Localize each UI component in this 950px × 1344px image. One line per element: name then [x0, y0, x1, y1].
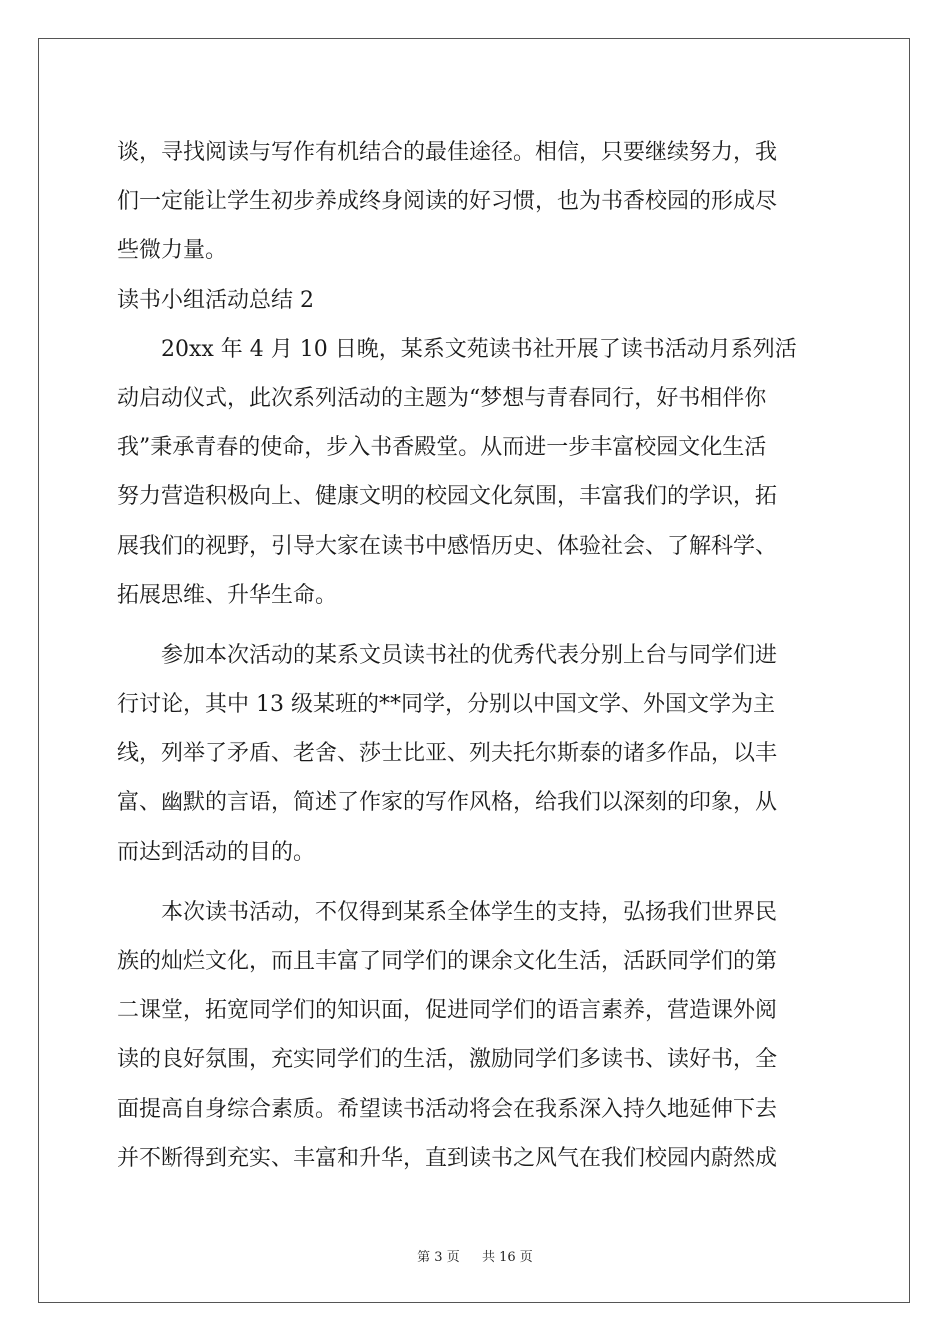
text-line: 富、幽默的言语，简述了作家的写作风格，给我们以深刻的印象，从: [117, 790, 778, 816]
text-line: 并不断得到充实、丰富和升华，直到读书之风气在我们校园内蔚然成: [117, 1145, 778, 1171]
paragraph-intro-continuation: [117, 128, 833, 276]
text-line: 拓展思维、升华生命。: [117, 582, 338, 608]
paragraph-1: [117, 325, 833, 620]
text-line: 线，列举了矛盾、老舍、莎士比亚、列夫托尔斯泰的诸多作品，以丰: [117, 741, 778, 767]
page-total: 共 16 页: [482, 1250, 533, 1265]
text-line: 努力营造积极向上、健康文明的校园文化氛围，丰富我们的学识，拓: [117, 484, 778, 510]
paragraph-spacer: [117, 877, 833, 888]
text-line: 读的良好氛围，充实同学们的生活，激励同学们多读书、读好书，全: [117, 1047, 778, 1073]
paragraph-spacer: [117, 620, 833, 631]
text-line: 族的灿烂文化，而且丰富了同学们的课余文化生活，活跃同学们的第: [117, 949, 778, 974]
text-line: 参加本次活动的某系文员读书社的优秀代表分别上台与同学们进: [117, 642, 778, 668]
heading-text: 读书小组活动总结 2: [117, 287, 314, 313]
text-line: 行讨论，其中 13 级某班的**同学，分别以中国文学、外国文学为主: [117, 692, 775, 718]
section-heading: [117, 276, 833, 325]
document-body: [117, 128, 833, 1183]
text-line: 展我们的视野，引导大家在读书中感悟历史、体验社会、了解科学、: [117, 533, 778, 559]
text-line: 动启动仪式，此次系列活动的主题为“梦想与青春同行，好书相伴你: [117, 385, 767, 411]
text-line: 我”秉承青春的使命，步入书香殿堂。从而进一步丰富校园文化生活: [117, 435, 767, 461]
text-line: 谈，寻找阅读与写作有机结合的最佳途径。相信，只要继续努力，我: [117, 140, 778, 165]
text-line: 二课堂，拓宽同学们的知识面，促进同学们的语言素养，营造课外阅: [117, 998, 778, 1024]
text-line: 些微力量。: [117, 238, 228, 264]
text-line: 面提高自身综合素质。希望读书活动将会在我系深入持久地延伸下去: [117, 1096, 778, 1122]
page-number: 第 3 页: [417, 1250, 460, 1265]
paragraph-2: [117, 631, 833, 877]
page-footer: [0, 1246, 950, 1265]
text-line: 20xx 年 4 月 10 日晚，某系文苑读书社开展了读书活动月系列活: [117, 336, 797, 362]
text-line: 们一定能让学生初步养成终身阅读的好习惯，也为书香校园的形成尽: [117, 189, 778, 215]
text-line: 本次读书活动，不仅得到某系全体学生的支持，弘扬我们世界民: [117, 899, 778, 925]
paragraph-3: [117, 888, 833, 1183]
text-line: 而达到活动的目的。: [117, 839, 316, 865]
